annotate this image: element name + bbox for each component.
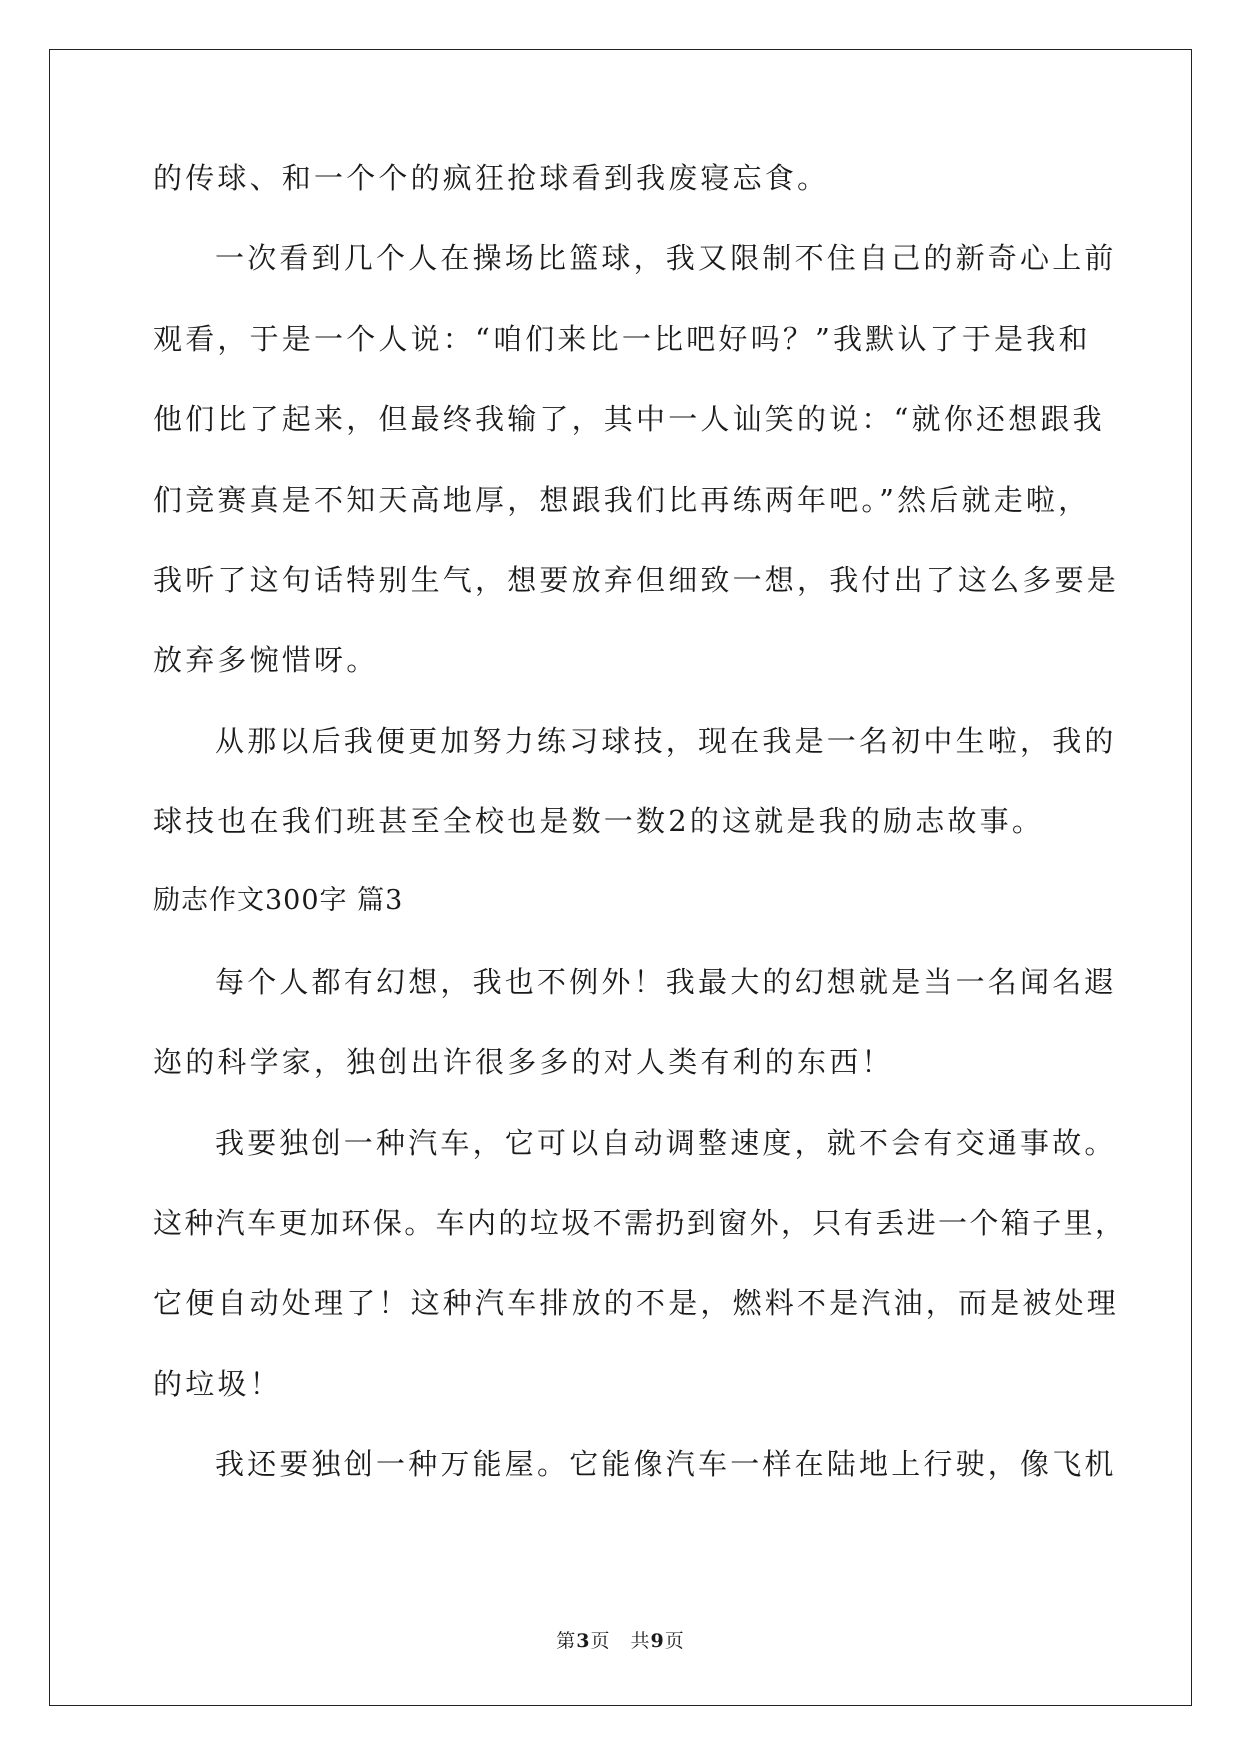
text-line: 观看，于是一个人说：“咱们来比一比吧好吗？”我默认了于是我和 [153, 322, 1091, 356]
text-line: 迩的科学家，独创出许很多多的对人类有利的东西！ [153, 1045, 894, 1079]
total-page-number: 9 [650, 1630, 665, 1652]
text-line: 它便自动处理了！这种汽车排放的不是，燃料不是汽油，而是被处理 [153, 1286, 1120, 1320]
page-prefix: 第 [556, 1630, 577, 1652]
paragraph-start-line: 从那以后我便更加努力练习球技，现在我是一名初中生啦，我的 [215, 724, 1117, 758]
page-mid: 页 共 [590, 1630, 651, 1652]
page-footer [0, 1629, 1241, 1653]
text-line: 的传球、和一个个的疯狂抢球看到我废寝忘食。 [153, 161, 830, 195]
text-line: 他们比了起来，但最终我输了，其中一人讪笑的说：“就你还想跟我 [153, 402, 1105, 436]
text-line: 这种汽车更加环保。车内的垃圾不需扔到窗外，只有丢进一个箱子里， [153, 1206, 1127, 1240]
current-page-number: 3 [576, 1630, 591, 1652]
paragraph-start-line: 一次看到几个人在操场比篮球，我又限制不住自己的新奇心上前 [215, 241, 1117, 275]
text-line: 球技也在我们班甚至全校也是数一数2的这就是我的励志故事。 [153, 804, 1045, 838]
text-line: 我听了这句话特别生气，想要放弃但细致一想，我付出了这么多要是 [153, 563, 1120, 597]
page-suffix: 页 [664, 1630, 685, 1652]
text-line: 的垃圾！ [153, 1367, 282, 1401]
text-line: 们竞赛真是不知天高地厚，想跟我们比再练两年吧。”然后就走啦， [153, 483, 1091, 517]
section-heading: 励志作文300字 篇3 [153, 885, 404, 916]
text-line: 放弃多惋惜呀。 [153, 643, 379, 677]
paragraph-start-line: 每个人都有幻想，我也不例外！我最大的幻想就是当一名闻名遐 [215, 965, 1117, 999]
paragraph-start-line: 我还要独创一种万能屋。它能像汽车一样在陆地上行驶，像飞机 [215, 1447, 1117, 1481]
paragraph-start-line: 我要独创一种汽车，它可以自动调整速度，就不会有交通事故。 [215, 1126, 1117, 1160]
